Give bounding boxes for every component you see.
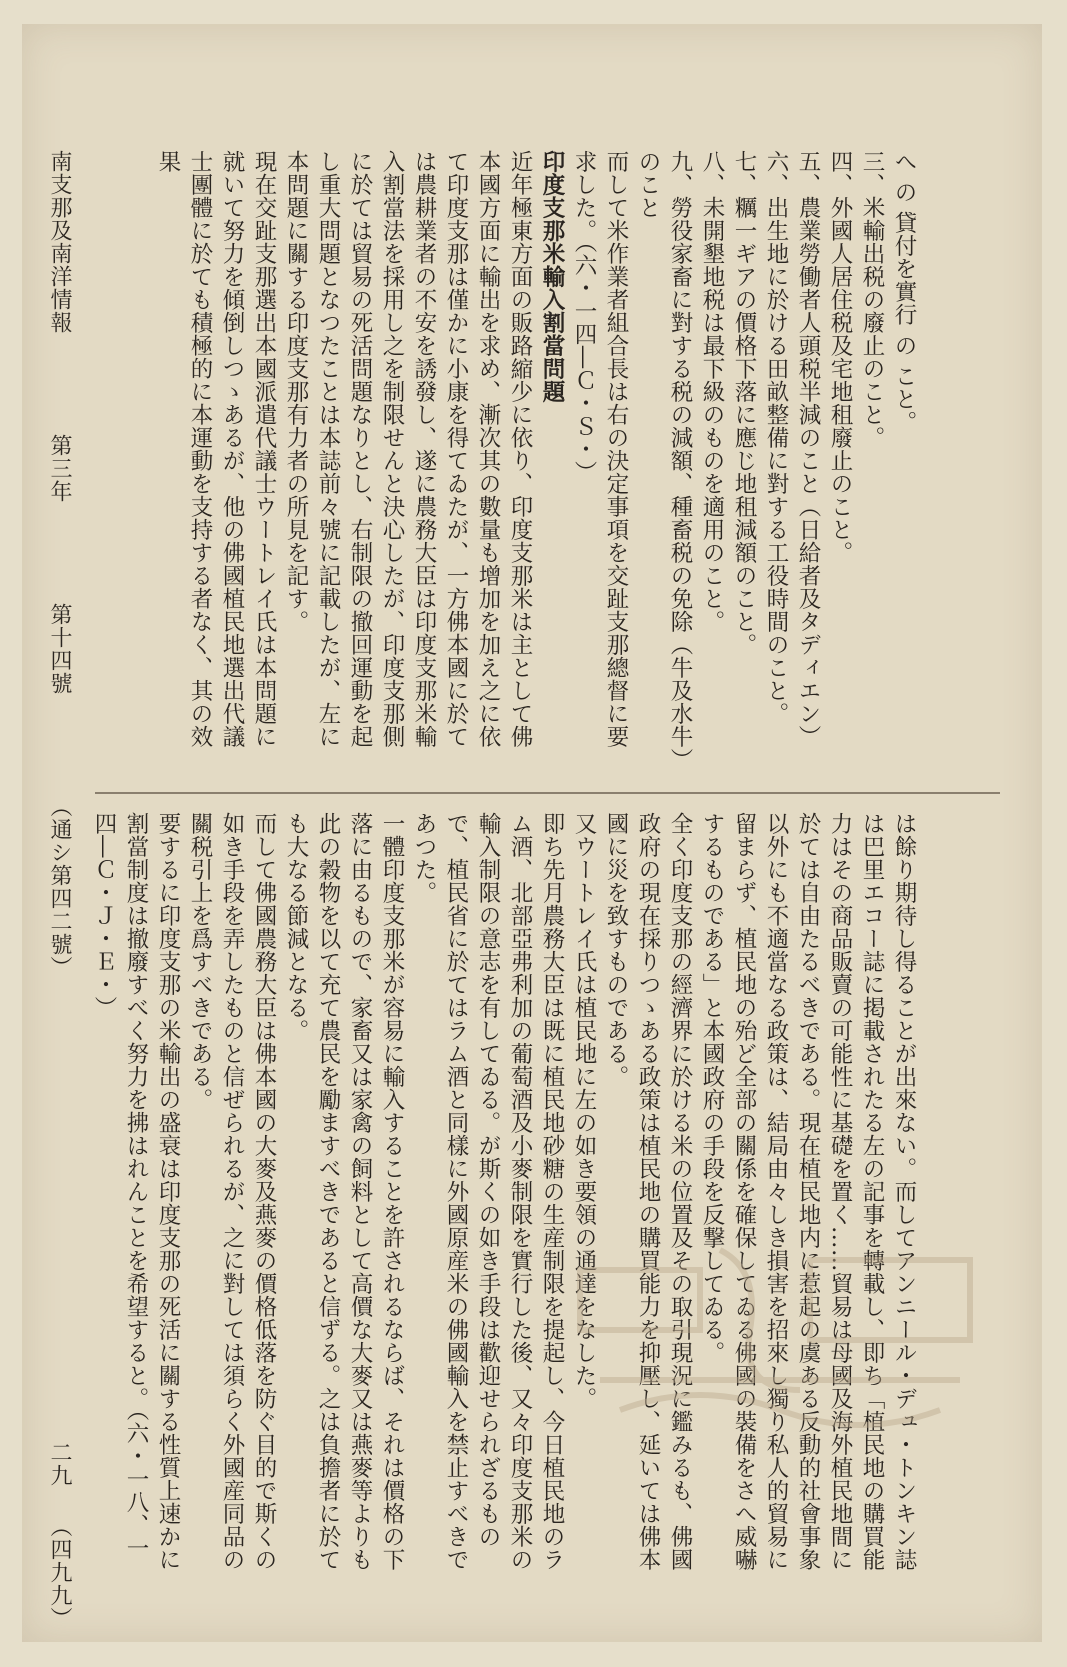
section-heading: 印度支那米輸入割當問題: [539, 150, 565, 403]
issue-number: 第十四號: [47, 603, 72, 695]
paragraph: 一體印度支那米が容易に輸入することを許されるならば、それは價格の下落に由るもので、家畜又は家禽の飼料として高價な大麥又は燕麥等よりも此の穀物を以て充て農民を勵ますべきであると信ずる。之は負擔者に於ても大なる節減となる。: [283, 812, 405, 1571]
library-watermark-stamp: [560, 1230, 1000, 1460]
publication-year: 第三年: [47, 434, 72, 503]
list-line: 八、未開墾地税は最下級のものを適用のこと。: [699, 150, 725, 633]
paragraph: 而して米作業者組合長は右の決定事項を交趾支那總督に要求した。（六・一四―Ｃ・Ｓ・）: [571, 150, 629, 748]
paragraph: 而して佛國農務大臣は佛本國の大麥及燕麥の價格低落を防ぐ目的で斯くの如き手段を弄したものと信ぜられるが、之に對しては須らく外國産同品の關税引上を爲すべきである。: [187, 812, 277, 1571]
page-footer: [40, 150, 76, 1630]
total-page-number: （四九九）: [47, 1515, 72, 1630]
paragraph: 現在交趾支那選出本國派遣代議士ウートレイ氏は本問題に就いて努力を傾倒しつゝあるが、他の佛國植民地選出代議士團體に於ても積極的に本運動を支持する者なく、其の效果: [155, 150, 277, 748]
paragraph: 又ウートレイ氏は植民地に左の如き要領の通達をなした。: [571, 812, 597, 1410]
footer-publication-info: [40, 150, 76, 1019]
list-line: 九、勞役家畜に對する税の減額、種畜税の免除（牛及水牛）のこと: [635, 150, 693, 760]
page-number: 二九: [47, 1441, 72, 1487]
list-line: 六、出生地に於ける田畝整備に對する工役時間のこと。: [763, 150, 789, 725]
paragraph: 全く印度支那の經濟界に於ける米の位置及その取引現況に鑑みるも、佛國政府の現在採りつゝある政策は植民地の購買能力を抑壓し、延いては佛本國に災を致すものである。: [603, 812, 693, 1571]
section-divider: [95, 792, 1000, 794]
list-line: 五、農業勞働者人頭税半減のこと（日給者及タディエン）: [795, 150, 821, 748]
paragraph: 要するに印度支那の米輸出の盛衰は印度支那の死活に關する性質上速かに割當制度は撤廢すべく努力を拂はれんことを希望すると。（六・一八、一四―Ｃ・Ｊ・Ｅ・）: [91, 812, 181, 1571]
upper-text-block: [90, 150, 920, 760]
publication-title: 南支那及南洋情報: [47, 150, 72, 334]
list-line: 四、外國人居住税及宅地租廢止のこと。: [827, 150, 853, 564]
paragraph: は餘り期待し得ることが出來ない。而してアンニール・デュ・トンキン誌は巴里エコー誌に掲載されたる左の記事を轉載し、即ち「植民地の購買能力はその商品販賣の可能性に基礎を置く……貿易は母國及海外植民地間に於ては自由たるべきである。現在植民地内に惹起の虞ある反動的社會事象以外にも不適當なる政策は、結局由々しき損害を招來し獨り私人的貿易に留まらず、植民地の殆ど全部の關係を確保してゐる佛國の裝備をさへ威嚇するものである」と本國政府の手段を反撃してゐる。: [699, 812, 917, 1571]
cumulative-issue: （通シ第四二號）: [47, 795, 72, 979]
list-line: 七、糲一ギアの價格下落に應じ地租減額のこと。: [731, 150, 757, 656]
paragraph: 即ち先月農務大臣は既に植民地砂糖の生産制限を提起し、今日植民地のラム酒、北部亞弗利加の葡萄酒及小麥制限を實行した後、又々印度支那米の輸入制限の意志を有してゐる。が斯くの如き手段は歡迎せられざるもので、植民省に於てはラム酒と同樣に外國原産米の佛國輸入を禁止すべきであつた。: [411, 812, 565, 1571]
footer-page-info: [40, 1441, 76, 1630]
list-line: 三、米輸出税の廢止のこと。: [859, 150, 885, 449]
paragraph: 近年極東方面の販路縮少に依り、印度支那米は主として佛本國方面に輸出を求め、漸次其の數量も增加を加え之に依て印度支那は僅かに小康を得てゐたが、一方佛本國に於ては農耕業者の不安を誘發し、遂に農務大臣は印度支那米輸入割當法を採用し之を制限せんと決心したが、印度支那側に於ては貿易の死活問題なりとし、右制限の撤回運動を起し重大問題となつたことは本誌前々號に記載したが、左に本問題に關する印度支那有力者の所見を記す。: [283, 150, 533, 748]
list-line: へ の 貸付を實行 の こと。: [891, 150, 917, 434]
